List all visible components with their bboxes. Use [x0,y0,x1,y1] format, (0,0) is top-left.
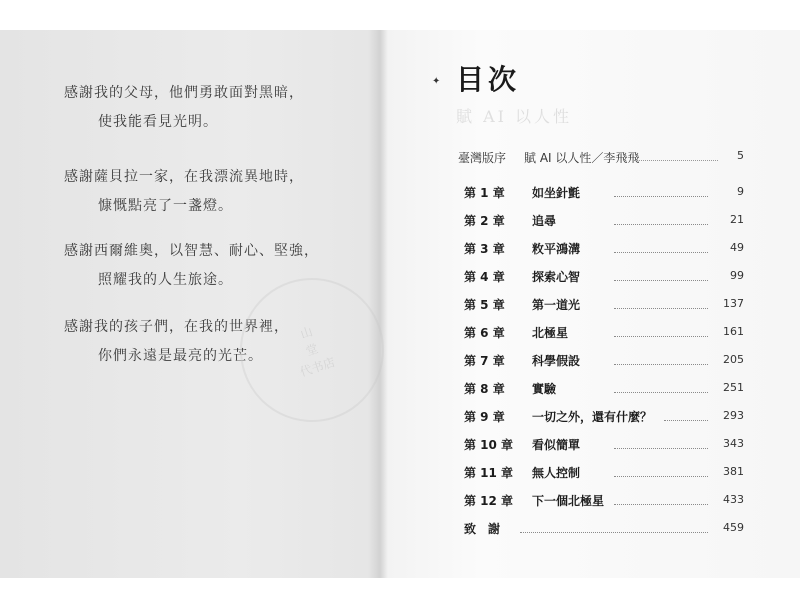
chapter-title: 實驗 [532,382,557,396]
chapter-page-number: 21 [730,213,744,226]
leader-dots [614,364,708,365]
chapter-number: 第 10 章 [464,438,514,452]
leader-dots [614,336,708,337]
leader-dots [614,392,708,393]
chapter-title: 科學假設 [532,354,581,368]
chapter-number: 第 3 章 [464,242,505,256]
chapter-entry [464,492,744,512]
chapter-number: 第 11 章 [464,466,514,480]
leader-dots [614,476,708,477]
dedication-line: 你們永遠是最亮的光芒。 [98,348,263,364]
chapter-number: 第 4 章 [464,270,505,284]
chapter-page-number: 433 [723,493,744,506]
chapter-page-number: 293 [723,409,744,422]
chapter-title: 探索心智 [532,270,581,284]
chapter-number: 第 8 章 [464,382,505,396]
leader-dots [614,308,708,309]
chapter-number: 第 12 章 [464,494,514,508]
chapter-page-number: 99 [730,269,744,282]
leader-dots [614,196,708,197]
chapter-entry [464,352,744,372]
chapter-number: 第 2 章 [464,214,505,228]
chapter-entry [464,240,744,260]
chapter-entry [464,212,744,232]
dedication-line: 照耀我的人生旅途。 [98,272,233,288]
chapter-title: 第一道光 [532,298,581,312]
toc-preface-entry [458,149,744,167]
leader-dots [614,252,708,253]
dedication-paragraph [40,82,360,131]
chapter-page-number: 161 [723,325,744,338]
leader-dots [634,160,718,161]
chapter-title: 如坐針氈 [532,186,581,200]
open-book [0,30,800,578]
chapter-entry [464,324,744,344]
chapter-entry [464,296,744,316]
preface-label: 臺灣版序 [458,151,507,165]
chapter-title: 下一個北極星 [532,494,605,508]
chapter-number: 致 謝 [464,522,501,536]
chapter-entry [464,380,744,400]
dedication-line: 慷慨點亮了一盞燈。 [98,198,233,214]
chapter-title: 一切之外，還有什麼？ [532,410,653,424]
dedication-line: 感謝薩貝拉一家，在我漂流異地時， [64,169,304,185]
chapter-page-number: 251 [723,381,744,394]
chapter-title: 北極星 [532,326,569,340]
chapter-number: 第 6 章 [464,326,505,340]
chapter-title: 無人控制 [532,466,581,480]
preface-title: 賦 AI 以人性／李飛飛 [524,151,640,165]
leader-dots [614,224,708,225]
watermark-text: 山 [298,324,315,342]
chapter-page-number: 343 [723,437,744,450]
leader-dots [520,532,708,533]
chapter-title: 追尋 [532,214,557,228]
dedication-paragraph [40,166,360,215]
chapter-number: 第 7 章 [464,354,505,368]
chapter-page-number: 137 [723,297,744,310]
watermark-text: 堂 [304,341,320,359]
dedication-line: 感謝西爾維奧，以智慧、耐心、堅強， [64,243,319,259]
chapter-title: 看似簡單 [532,438,581,452]
title-marker-icon: ✦ [432,76,441,87]
dedication-line: 使我能看見光明。 [98,114,218,130]
chapter-entry [464,184,744,204]
watermark-text: 代书店 [298,354,337,380]
leader-dots [614,448,708,449]
show-through-text: 賦 AI 以人性 [456,107,573,126]
chapter-page-number: 9 [737,185,744,198]
chapter-number: 第 1 章 [464,186,505,200]
chapter-title: 敉平鴻溝 [532,242,581,256]
chapter-entry [464,408,744,428]
chapter-page-number: 205 [723,353,744,366]
chapter-number: 第 9 章 [464,410,505,424]
left-page [0,30,372,578]
leader-dots [664,420,708,421]
leader-dots [614,504,708,505]
chapter-entry [464,464,744,484]
chapter-entry [464,436,744,456]
chapter-number: 第 5 章 [464,298,505,312]
chapter-page-number: 459 [723,521,744,534]
dedication-line: 感謝我的孩子們，在我的世界裡， [64,319,289,335]
chapter-page-number: 49 [730,241,744,254]
acknowledgements-entry [464,520,744,540]
right-page-toc [380,30,800,578]
chapter-entry [464,268,744,288]
dedication-line: 感謝我的父母，他們勇敢面對黑暗， [64,85,304,101]
chapter-page-number: 381 [723,465,744,478]
toc-title: 目次 [456,63,521,96]
preface-page-number: 5 [737,149,744,162]
leader-dots [614,280,708,281]
